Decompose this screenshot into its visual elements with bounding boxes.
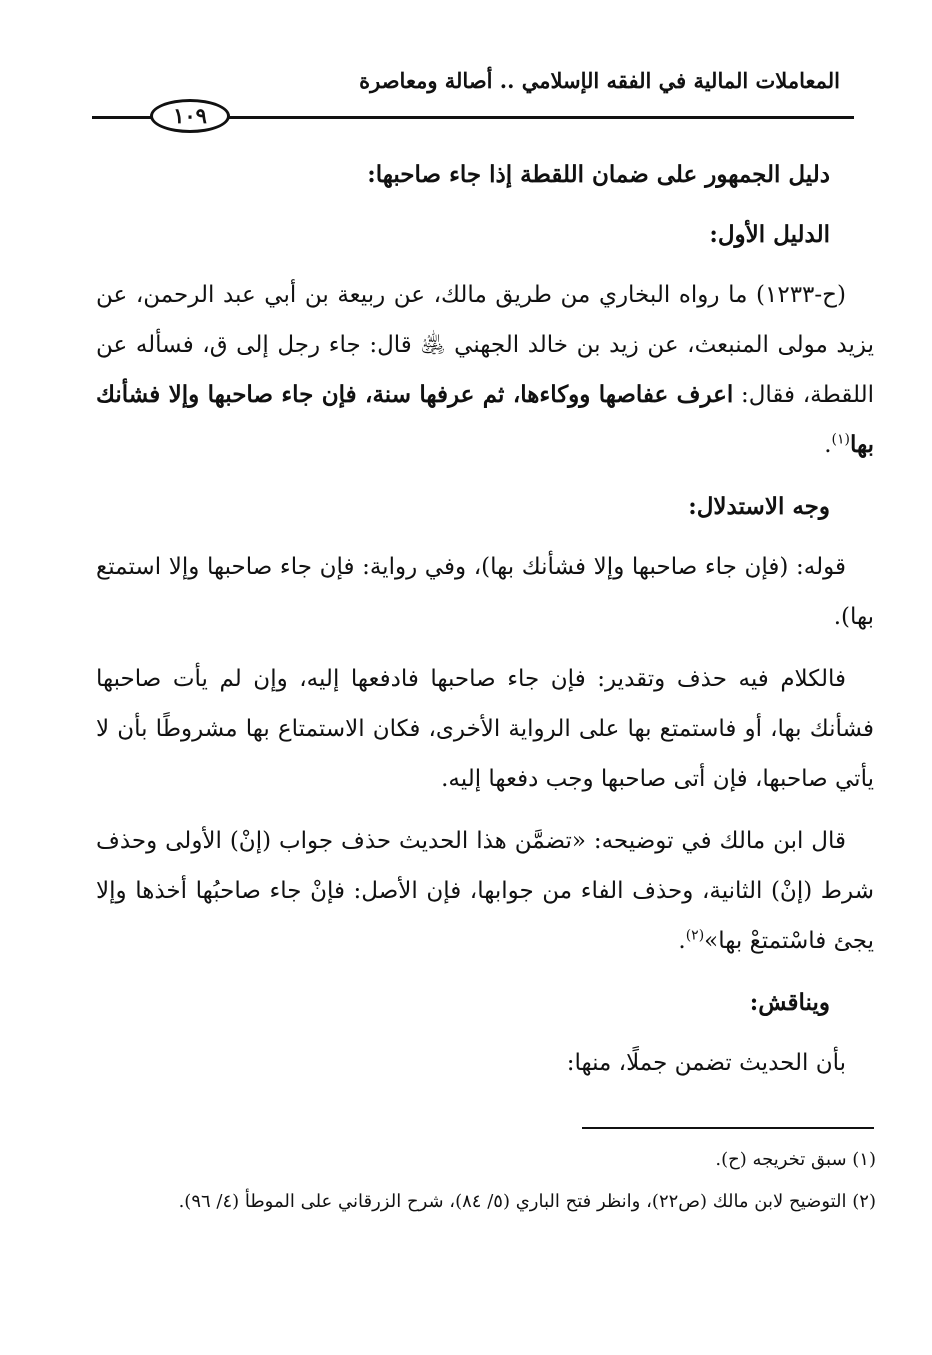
subsection-heading: الدليل الأول: [709, 221, 830, 248]
footnote-rule [582, 1127, 874, 1129]
section-heading: دليل الجمهور على ضمان اللقطة إذا جاء صاحبها: [367, 161, 830, 188]
paragraph-3 [96, 816, 874, 966]
main-text [96, 150, 874, 1100]
argument-heading: وجه الاستدلال: [688, 493, 830, 520]
discussion-heading: ويناقش: [749, 989, 830, 1016]
paragraph-2: فالكلام فيه حذف وتقدير: فإن جاء صاحبها فادفعها إليه، وإن لم يأت صاحبها فشأنك بها، أو فاستمتع بها على الرواية الأخرى، فكان الاستمتاع بها مشروطًا بأن لا يأتي صاحبها، فإن أتى صاحبها وجب دفعها إليه. [96, 666, 874, 792]
footnotes [108, 1142, 876, 1226]
quote-end: . [678, 928, 686, 954]
footnote-ref-2: (٢) [685, 927, 705, 944]
hadith-chain: (ح-١٢٣٣) ما رواه البخاري من طريق مالك، عن ربيعة بن أبي عبد الرحمن، عن يزيد مولى المنبعث، عن زيد بن خالد الجهني ﵁ قال: جاء رجل إلى ق، فسأله عن اللقطة، فقال: [96, 282, 874, 408]
footnote-ref-1: (١) [831, 431, 850, 448]
hadith-end: . [824, 432, 832, 458]
footnote-1: (١) سبق تخريجه (ح). [715, 1149, 876, 1170]
footnote-2: (٢) التوضيح لابن مالك (ص٢٢)، وانظر فتح الباري (٥/ ٨٤)، شرح الزرقاني على الموطأ (٤/ ٩٦). [178, 1191, 876, 1212]
running-title: المعاملات المالية في الفقه الإسلامي .. أصالة ومعاصرة [359, 68, 840, 93]
page-number: ١٠٩ [150, 99, 230, 133]
paragraph-1: قوله: (فإن جاء صاحبها وإلا فشأنك بها)، وفي رواية: فإن جاء صاحبها وإلا استمتع بها). [96, 554, 874, 630]
hadith-text: اعرف عفاصها ووكاءها، ثم عرفها سنة، فإن جاء صاحبها وإلا فشأنك بها [96, 381, 874, 458]
paragraph-4: بأن الحديث تضمن جملًا، منها: [566, 1050, 846, 1076]
ibn-malik-quote: قال ابن مالك في توضيحه: «تضمَّن هذا الحديث حذف جواب (إنْ) الأولى وحذف شرط (إنْ) الثانية، وحذف الفاء من جوابها، فإن الأصل: فإنْ جاء صاحبُها أخذها وإلا يجئ فاسْتمتعْ بها» [96, 828, 874, 954]
hadith-paragraph [96, 270, 874, 470]
